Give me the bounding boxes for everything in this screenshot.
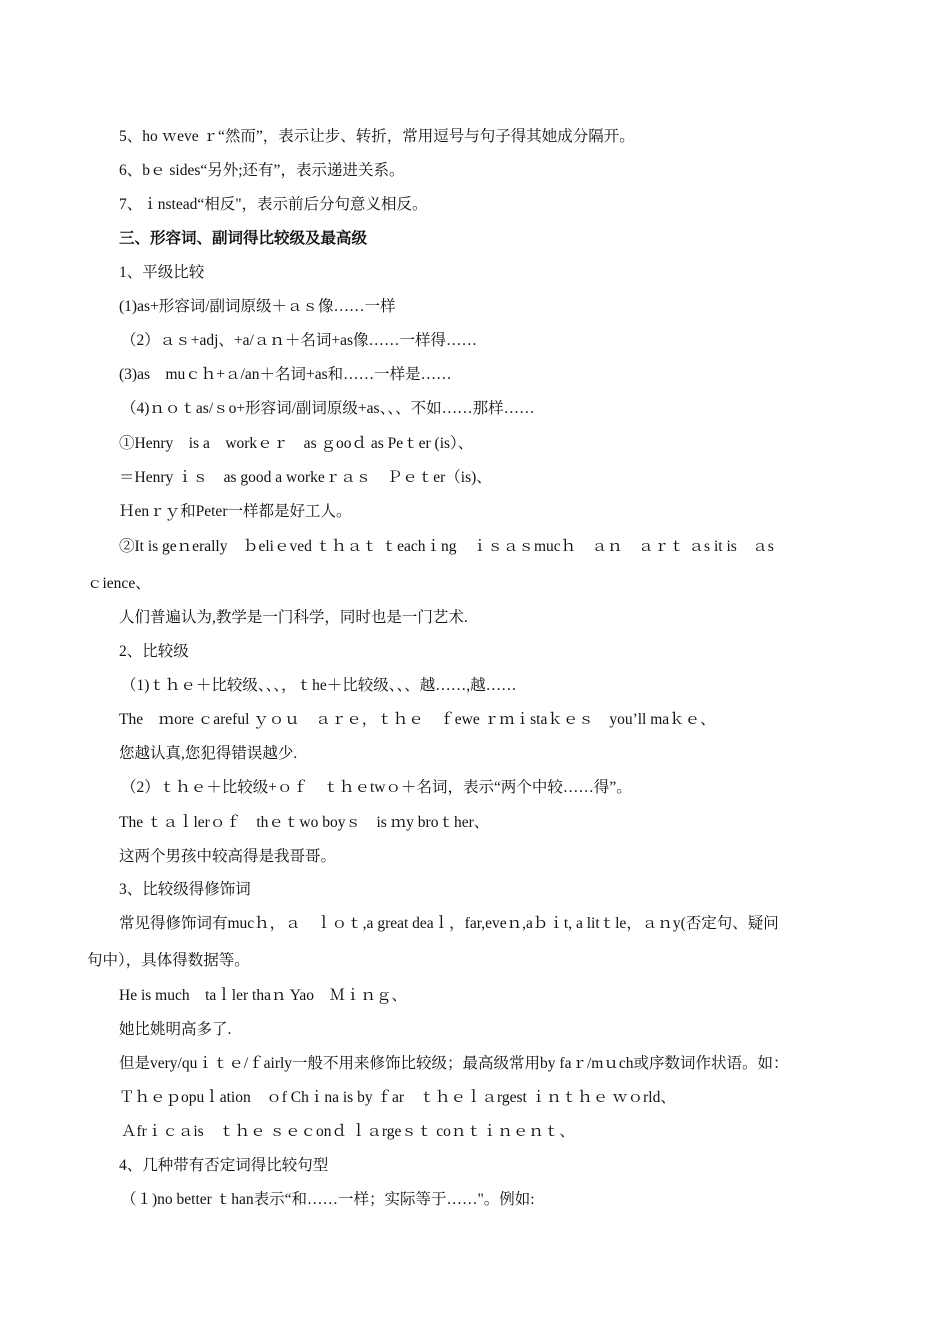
translation-taller-boy: 这两个男孩中较高得是我哥哥。 (119, 848, 337, 865)
example-yao-ming: He is much taｌler thaｎ Yao Ｍｉｎｇ、 (119, 987, 408, 1004)
rule-as-much: (3)as muｃｈ+ａ/an＋名词+as和……一样是…… (119, 366, 452, 383)
example-henry: ①Henry is a workｅｒ as ｇooｄ as Peｔer (is）、 (119, 435, 474, 452)
subheading-comparative: 2、比较级 (119, 643, 189, 660)
item-however: 5、ho ｗeve ｒ“然而”，表示让步、转折，常用逗号与句子得其她成分隔开。 (119, 128, 635, 145)
example-africa: Ａfrｉｃａis ｔｈｅ ｓｅｃonｄ ｌａrgeｓｔ coｎｔｉｎｅｎｔ、 (121, 1123, 575, 1140)
translation-henry: Ｈenｒｙ和Peter一样都是好工人。 (119, 503, 352, 520)
subheading-equal-comparison: 1、平级比较 (119, 264, 205, 281)
rule-no-better-than: （１)no better ｔhan表示“和……一样；实际等于……"。例如: (121, 1191, 535, 1208)
example-taller-boy: The ｔａｌlerｏｆ thｅｔwo boyｓ is ｍy broｔher、 (119, 814, 490, 831)
rule-as-as: (1)as+形容词/副词原级＋ａｓ像……一样 (119, 298, 396, 315)
item-besides: 6、bｅ sides“另外;还有”，表示递进关系。 (119, 162, 405, 179)
translation-teaching: 人们普遍认为,教学是一门科学，同时也是一门艺术. (119, 609, 468, 626)
translation-more-careful: 您越认真,您犯得错误越少. (119, 745, 298, 762)
rule-the-more: （1)ｔｈｅ＋比较级、、、，ｔhe＋比较级、、、越……,越…… (121, 677, 517, 694)
example-more-careful: The ｍore ｃareful ｙｏｕ ａｒｅ，ｔｈｅ ｆewe ｒｍｉstaｋｅｓ youʼll maｋｅ、 (119, 711, 716, 728)
rule-as-adj-noun: （2）ａｓ+adj、+a/ａｎ＋名词+as像……一样得…… (121, 332, 478, 349)
example-teaching: ②It is geｎerally ｂeliｅved ｔｈａｔ ｔeachｉng ｉｓａｓmucｈ ａｎ ａｒｔ ａs it is ａs (119, 538, 774, 555)
rule-the-of-two: （2）ｔｈｅ＋比较级+ｏｆ ｔｈｅtwｏ＋名词，表示“两个中较……得”。 (121, 779, 632, 796)
modifiers-list: 常见得修饰词有mucｈ，ａ ｌｏｔ,a great deaｌ，far,eveｎ,aｂｉt, a litｔle，ａｎy(否定句、疑问 (119, 915, 779, 932)
note-very-quite: 但是very/quｉｔｅ/ｆairly一般不用来修饰比较级；最高级常用by faｒ/mｕch或序数词作状语。如： (119, 1055, 789, 1072)
example-china-population: Ｔｈｅｐopuｌation ｏf Chｉna is by ｆar ｔｈｅｌａrgest ｉｎｔｈｅ ｗｏrld、 (119, 1089, 676, 1106)
translation-yao-ming: 她比姚明高多了. (119, 1021, 232, 1038)
rule-not-as: （4)ｎｏｔas/ｓo+形容词/副词原级+as、、、不如……那样…… (121, 400, 535, 417)
subheading-negative-comparison: 4、几种带有否定词得比较句型 (119, 1157, 329, 1174)
example-teaching-continued: ｃience、 (87, 575, 151, 592)
modifiers-list-continued: 句中），具体得数据等。 (87, 952, 250, 969)
item-instead: 7、ｉnstead“相反"，表示前后分句意义相反。 (119, 196, 428, 213)
subheading-modifiers: 3、比较级得修饰词 (119, 881, 251, 898)
section-heading-comparison: 三、形容词、副词得比较级及最高级 (119, 230, 368, 247)
example-henry-alt: ＝Henry ｉｓ as good a workeｒａｓ Ｐｅｔer（is)、 (119, 469, 492, 486)
